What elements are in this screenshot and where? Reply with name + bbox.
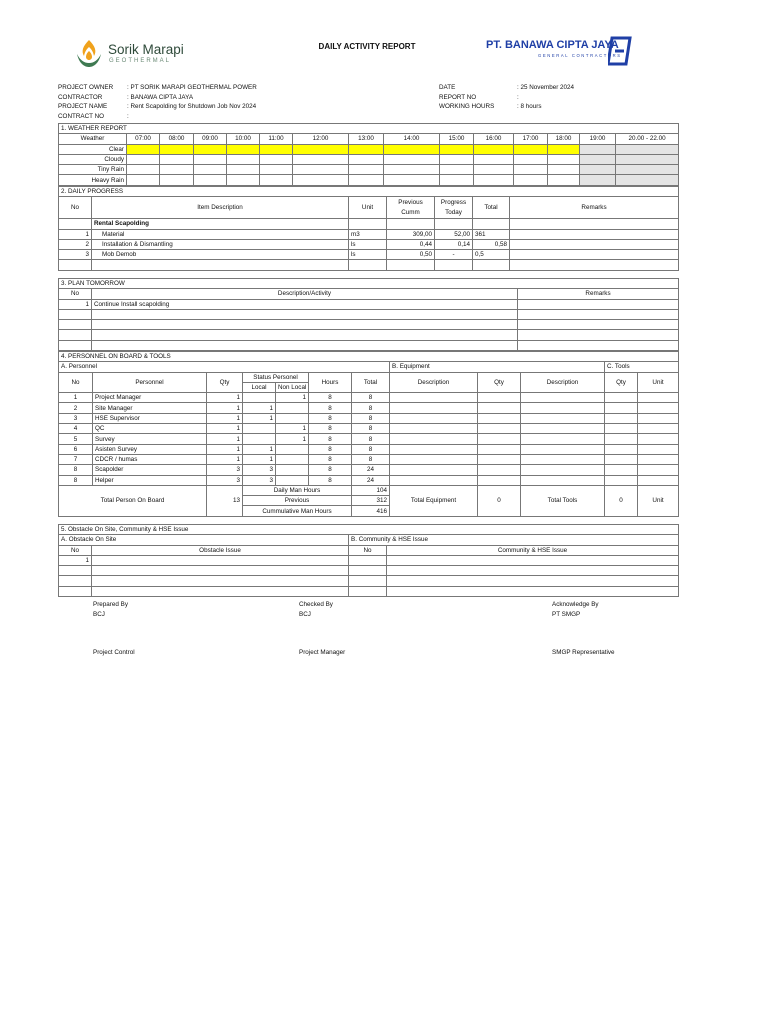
weather-cell-clear[interactable] xyxy=(514,144,548,154)
date-value: : 25 November 2024 xyxy=(517,84,575,91)
row-unit: ls xyxy=(349,239,387,249)
weather-cell-clear[interactable] xyxy=(127,144,160,154)
row-no: 2 xyxy=(59,403,93,413)
col-remarks: Remarks xyxy=(518,289,679,299)
row-qty: 1 xyxy=(207,434,243,444)
project-name-value: : Rent Scapolding for Shutdown Job Nov 2024 xyxy=(127,103,257,111)
table-row xyxy=(59,465,679,475)
row-qty: 3 xyxy=(207,465,243,475)
weather-row-clear xyxy=(59,144,679,154)
row-no: 3 xyxy=(59,413,93,423)
weather-cell-clear[interactable] xyxy=(474,144,514,154)
row-nonlocal: 1 xyxy=(276,393,309,403)
table-row xyxy=(59,555,679,565)
col-today: Progress Today xyxy=(435,197,473,219)
row-hours: 8 xyxy=(309,424,352,434)
table-row xyxy=(59,434,679,444)
col-desc: Description/Activity xyxy=(92,289,518,299)
table-row xyxy=(59,330,679,340)
row-qty: 1 xyxy=(207,403,243,413)
col-tools-qty: Qty xyxy=(605,372,638,393)
tools-c-label: C. Tools xyxy=(605,362,679,372)
row-local: 3 xyxy=(243,475,276,485)
row-no: 4 xyxy=(59,424,93,434)
col-no: No xyxy=(59,289,92,299)
weather-row-heavy-rain xyxy=(59,175,679,185)
weather-row-tiny-rain xyxy=(59,165,679,175)
col-community: Community & HSE Issue xyxy=(387,545,679,555)
working-hours-value: : 8 hours xyxy=(517,103,542,111)
progress-section-title: 2. DAILY PROGRESS xyxy=(59,187,679,197)
weather-cell-clear[interactable] xyxy=(616,144,679,154)
row-nonlocal xyxy=(276,475,309,485)
total-tools-value: 0 xyxy=(605,485,638,516)
table-row xyxy=(59,320,679,330)
col-status: Status Personel xyxy=(243,372,309,382)
col-personnel: Personnel xyxy=(93,372,207,393)
row-remarks xyxy=(510,229,679,239)
row-hours: 8 xyxy=(309,465,352,475)
acknowledge-by-role: SMGP Representative xyxy=(552,649,615,656)
col-hours: Hours xyxy=(309,372,352,393)
row-no: 6 xyxy=(59,444,93,454)
logo-right-sub: GENERAL CONTRACTORS xyxy=(538,53,622,58)
time-cell: 19:00 xyxy=(580,134,616,144)
table-row xyxy=(59,413,679,423)
weather-cell-clear[interactable] xyxy=(384,144,440,154)
row-name: Site Manager xyxy=(93,403,207,413)
table-row xyxy=(59,340,679,350)
time-cell: 16:00 xyxy=(474,134,514,144)
table-row xyxy=(59,454,679,464)
logo-right-name: PT. BANAWA CIPTA JAYA xyxy=(486,39,619,51)
banawa-logo xyxy=(486,36,636,70)
row-local xyxy=(243,393,276,403)
obstacle-table xyxy=(58,524,679,597)
table-row xyxy=(59,424,679,434)
total-person-value: 13 xyxy=(207,485,243,516)
row-unit: ls xyxy=(349,250,387,260)
tools-unit: Unit xyxy=(638,485,679,516)
row-local: 1 xyxy=(243,454,276,464)
table-row xyxy=(59,239,679,249)
row-local: 3 xyxy=(243,465,276,475)
weather-row-cloudy xyxy=(59,154,679,164)
personnel-header-row xyxy=(59,372,679,382)
condition-label: Cloudy xyxy=(59,154,127,164)
row-no: 3 xyxy=(59,250,92,260)
time-cell: 07:00 xyxy=(127,134,160,144)
row-total: 24 xyxy=(352,475,390,485)
progress-table xyxy=(58,186,679,271)
time-cell: 11:00 xyxy=(260,134,293,144)
time-cell: 12:00 xyxy=(293,134,349,144)
table-row xyxy=(59,229,679,239)
obstacle-a-label: A. Obstacle On Site xyxy=(59,535,349,545)
row-qty: 1 xyxy=(207,413,243,423)
progress-header-row xyxy=(59,197,679,219)
col-unit: Unit xyxy=(349,197,387,219)
table-row xyxy=(59,444,679,454)
weather-cell-clear[interactable] xyxy=(440,144,474,154)
weather-cell-clear[interactable] xyxy=(293,144,349,154)
working-hours-label: WORKING HOURS xyxy=(439,103,495,111)
row-total: 8 xyxy=(352,424,390,434)
row-today: - xyxy=(435,250,473,260)
col-equipment-desc: Description xyxy=(390,372,478,393)
time-cell: 14:00 xyxy=(384,134,440,144)
row-local xyxy=(243,434,276,444)
col-no: No xyxy=(59,545,92,555)
row-total: 24 xyxy=(352,465,390,475)
contract-no-label: CONTRACT NO xyxy=(58,113,105,121)
row-total: 8 xyxy=(352,434,390,444)
col-no-b: No xyxy=(349,545,387,555)
row-hours: 8 xyxy=(309,475,352,485)
col-total: Total xyxy=(352,372,390,393)
table-row xyxy=(59,299,679,309)
project-name-label: PROJECT NAME xyxy=(58,103,108,111)
row-name: Survey xyxy=(93,434,207,444)
progress-group-row xyxy=(59,219,679,229)
row-hours: 8 xyxy=(309,434,352,444)
row-desc: Continue Install scapolding xyxy=(92,299,518,309)
col-no: No xyxy=(59,197,92,219)
row-prev: 0,50 xyxy=(387,250,435,260)
row-remarks xyxy=(510,250,679,260)
row-nonlocal: 1 xyxy=(276,424,309,434)
weather-time-row xyxy=(59,134,679,144)
totals-row xyxy=(59,485,679,495)
row-qty: 3 xyxy=(207,475,243,485)
row-local: 1 xyxy=(243,403,276,413)
weather-label: Weather xyxy=(59,134,127,144)
row-hours: 8 xyxy=(309,403,352,413)
equipment-b-label: B. Equipment xyxy=(390,362,605,372)
row-hours: 8 xyxy=(309,444,352,454)
row-remarks xyxy=(518,299,679,309)
total-person-label: Total Person On Board xyxy=(59,485,207,516)
report-no-label: REPORT NO xyxy=(439,93,477,101)
weather-table xyxy=(58,123,679,186)
daily-man-hours-value: 104 xyxy=(352,485,390,495)
personnel-section-title: 4. PERSONNEL ON BOARD & TOOLS xyxy=(59,352,679,362)
table-row xyxy=(59,576,679,586)
time-cell: 17:00 xyxy=(514,134,548,144)
row-qty: 1 xyxy=(207,393,243,403)
row-prev: 309,00 xyxy=(387,229,435,239)
row-unit: m3 xyxy=(349,229,387,239)
obstacle-subheads xyxy=(59,535,679,545)
row-total: 8 xyxy=(352,444,390,454)
row-total: 0,58 xyxy=(473,239,510,249)
time-cell: 20.00 - 22.00 xyxy=(616,134,679,144)
table-row xyxy=(59,260,679,270)
row-name: HSE Supervisor xyxy=(93,413,207,423)
row-no: 2 xyxy=(59,239,92,249)
weather-cell-clear[interactable] xyxy=(548,144,580,154)
acknowledge-by-label: Acknowledge By xyxy=(552,601,599,608)
weather-cell-clear[interactable] xyxy=(260,144,293,154)
row-item: Installation & Dismantling xyxy=(92,239,349,249)
row-nonlocal: 1 xyxy=(276,434,309,444)
row-no: 8 xyxy=(59,475,93,485)
prepared-by-role: Project Control xyxy=(93,649,135,656)
col-no: No xyxy=(59,372,93,393)
row-nonlocal xyxy=(276,403,309,413)
owner-label: PROJECT OWNER xyxy=(58,84,114,91)
row-total: 8 xyxy=(352,403,390,413)
cumm-label: Cummulative Man Hours xyxy=(243,506,352,516)
row-nonlocal xyxy=(276,444,309,454)
row-name: Helper xyxy=(93,475,207,485)
col-prev: Previous Cumm xyxy=(387,197,435,219)
total-tools-label: Total Tools xyxy=(521,485,605,516)
date-label: DATE xyxy=(439,84,456,91)
condition-label: Clear xyxy=(59,144,127,154)
row-qty: 1 xyxy=(207,424,243,434)
report-title: DAILY ACTIVITY REPORT xyxy=(318,42,416,51)
row-today: 0,14 xyxy=(435,239,473,249)
table-row xyxy=(59,403,679,413)
time-cell: 10:00 xyxy=(227,134,260,144)
time-cell: 09:00 xyxy=(194,134,227,144)
row-no: 1 xyxy=(59,555,92,565)
plan-header-row xyxy=(59,289,679,299)
project-header xyxy=(58,83,678,123)
row-no: 5 xyxy=(59,434,93,444)
row-no: 8 xyxy=(59,465,93,475)
plan-table xyxy=(58,278,679,351)
logo-left-name: Sorik Marapi xyxy=(108,42,184,57)
progress-group: Rental Scapolding xyxy=(92,219,349,229)
row-remarks xyxy=(510,239,679,249)
row-local: 1 xyxy=(243,413,276,423)
community-b-label: B. Community & HSE Issue xyxy=(349,535,679,545)
table-row xyxy=(59,566,679,576)
row-no: 1 xyxy=(59,299,92,309)
row-hours: 8 xyxy=(309,413,352,423)
plan-section-title: 3. PLAN TOMORROW xyxy=(59,279,679,289)
row-prev: 0,44 xyxy=(387,239,435,249)
row-no: 7 xyxy=(59,454,93,464)
previous-value: 312 xyxy=(352,496,390,506)
weather-section-title: 1. WEATHER REPORT xyxy=(59,124,679,134)
prepared-by-org: BCJ xyxy=(93,611,105,618)
weather-cell-clear[interactable] xyxy=(227,144,260,154)
time-cell: 15:00 xyxy=(440,134,474,144)
personnel-subheads xyxy=(59,362,679,372)
obstacle-header-row xyxy=(59,545,679,555)
row-name: Project Manager xyxy=(93,393,207,403)
row-total: 8 xyxy=(352,454,390,464)
contractor-value: : BANAWA CIPTA JAYA xyxy=(127,93,194,101)
row-name: QC xyxy=(93,424,207,434)
row-nonlocal xyxy=(276,454,309,464)
row-name: Asisten Survey xyxy=(93,444,207,454)
row-hours: 8 xyxy=(309,454,352,464)
table-row xyxy=(59,475,679,485)
col-remarks: Remarks xyxy=(510,197,679,219)
checked-by-role: Project Manager xyxy=(299,649,346,656)
logo-left-sub: GEOTHERMAL xyxy=(109,58,172,64)
col-obstacle: Obstacle Issue xyxy=(92,545,349,555)
weather-cell-clear[interactable] xyxy=(194,144,227,154)
row-total: 361 xyxy=(473,229,510,239)
row-today: 52,00 xyxy=(435,229,473,239)
weather-cell-clear[interactable] xyxy=(349,144,384,154)
col-total: Total xyxy=(473,197,510,219)
daily-man-hours-label: Daily Man Hours xyxy=(243,485,352,495)
col-nonlocal: Non Local xyxy=(276,382,309,392)
table-row xyxy=(59,393,679,403)
row-total: 8 xyxy=(352,413,390,423)
previous-label: Previous xyxy=(243,496,352,506)
personnel-a-label: A. Personnel xyxy=(59,362,390,372)
report-no-value: : xyxy=(517,93,519,101)
prepared-by-label: Prepared By xyxy=(93,601,129,608)
contract-no-value: : xyxy=(127,113,129,121)
row-item: Mob Demob xyxy=(92,250,349,260)
table-row xyxy=(59,586,679,596)
condition-label: Tiny Rain xyxy=(59,165,127,175)
owner-value: : PT SORIK MARAPI GEOTHERMAL POWER xyxy=(127,84,257,91)
checked-by-org: BCJ xyxy=(299,611,311,618)
col-local: Local xyxy=(243,382,276,392)
total-equipment-label: Total Equipment xyxy=(390,485,478,516)
weather-cell-clear[interactable] xyxy=(580,144,616,154)
row-no: 1 xyxy=(59,393,93,403)
col-tools-desc: Description xyxy=(521,372,605,393)
condition-label: Heavy Rain xyxy=(59,175,127,185)
row-nonlocal xyxy=(276,413,309,423)
row-nonlocal xyxy=(276,465,309,475)
checked-by-label: Checked By xyxy=(299,601,333,608)
time-cell: 13:00 xyxy=(349,134,384,144)
col-tools-unit: Unit xyxy=(638,372,679,393)
obstacle-section-title: 5. Obstacle On Site, Community & HSE Issue xyxy=(59,525,679,535)
total-equipment-value: 0 xyxy=(478,485,521,516)
row-no: 1 xyxy=(59,229,92,239)
row-total: 0,5 xyxy=(473,250,510,260)
row-total: 8 xyxy=(352,393,390,403)
col-item: Item Description xyxy=(92,197,349,219)
bcj-mark-icon xyxy=(608,36,632,66)
cumm-value: 416 xyxy=(352,506,390,516)
row-hours: 8 xyxy=(309,393,352,403)
col-equipment-qty: Qty xyxy=(478,372,521,393)
row-name: Scapolder xyxy=(93,465,207,475)
time-cell: 18:00 xyxy=(548,134,580,144)
row-name: CDCR / humas xyxy=(93,454,207,464)
table-row xyxy=(59,309,679,319)
row-local: 1 xyxy=(243,444,276,454)
contractor-label: CONTRACTOR xyxy=(58,93,103,101)
time-cell: 08:00 xyxy=(160,134,194,144)
col-qty: Qty xyxy=(207,372,243,393)
row-item: Material xyxy=(92,229,349,239)
personnel-table xyxy=(58,351,679,517)
row-qty: 1 xyxy=(207,454,243,464)
weather-cell-clear[interactable] xyxy=(160,144,194,154)
acknowledge-by-org: PT SMGP xyxy=(552,611,581,618)
table-row xyxy=(59,250,679,260)
row-local xyxy=(243,424,276,434)
row-qty: 1 xyxy=(207,444,243,454)
